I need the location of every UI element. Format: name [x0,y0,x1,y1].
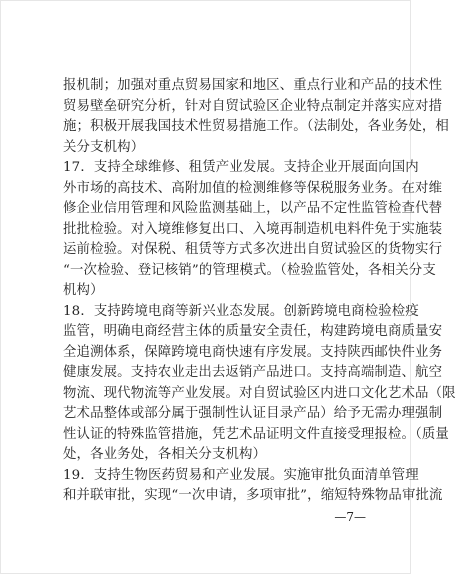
text-line: 18．支持跨境电商等新兴业态发展。创新跨境电商检验检疫 [63,303,419,319]
text-line: 健康发展。支持农业走出去返销产品进口。支持高端制造、航空 [63,365,443,380]
text-line: 批批检验。对入境维修复出口、入境再制造机电料件免于实施装 [63,221,443,237]
text-line: 全追溯体系，保障跨境电商快速有序发展。支持陕西邮快件业务 [63,344,443,360]
text-line: 施；积极开展我国技术性贸易措施工作。（法制处，各业务处，相 [63,119,449,134]
text-line: 19．支持生物医药贸易和产业发展。实施审批负面清单管理 [63,467,419,483]
text-line: 监管，明确电商经营主体的质量安全责任，构建跨境电商质量安 [63,324,443,339]
text-line: 外市场的高技术、高附加值的检测维修等保税服务业务。在对维 [63,180,443,196]
text-line: 处，各业务处，各相关分支机构） [63,447,267,462]
text-line: 关分支机构） [63,139,145,155]
text-line: 运前检验。对保税、租赁等方式多次进出自贸试验区的货物实行 [63,242,443,257]
text-line: 和并联审批，实现“一次申请，多项审批”，缩短特殊物品审批流 [63,488,443,503]
text-line: 物流、现代物流等产业发展。对自贸试验区内进口文化艺术品（限 [63,385,456,401]
text-line: 报机制；加强对重点贸易国家和地区、重点行业和产品的技术性 [63,78,443,93]
text-line: 机构） [63,283,104,298]
document-body [63,76,456,507]
text-line: 艺术品整体或部分属于强制性认证目录产品）给予无需办理强制 [63,406,443,421]
text-line: 性认证的特殊监管措施，凭艺术品证明文件直接受理报检。（质量 [63,426,449,442]
text-line: 修企业信用管理和风险监测基础上，以产品不定性监管检查代替 [63,201,443,216]
text-line: “一次检验、登记核销”的管理模式。（检验监管处，各相关分支 [63,262,436,278]
text-line: 贸易壁垒研究分析，针对自贸试验区企业特点制定并落实应对措 [63,98,443,114]
text-line: 17．支持全球维修、租赁产业发展。支持企业开展面向国内 [63,160,419,175]
page-number: —7— [334,510,366,524]
